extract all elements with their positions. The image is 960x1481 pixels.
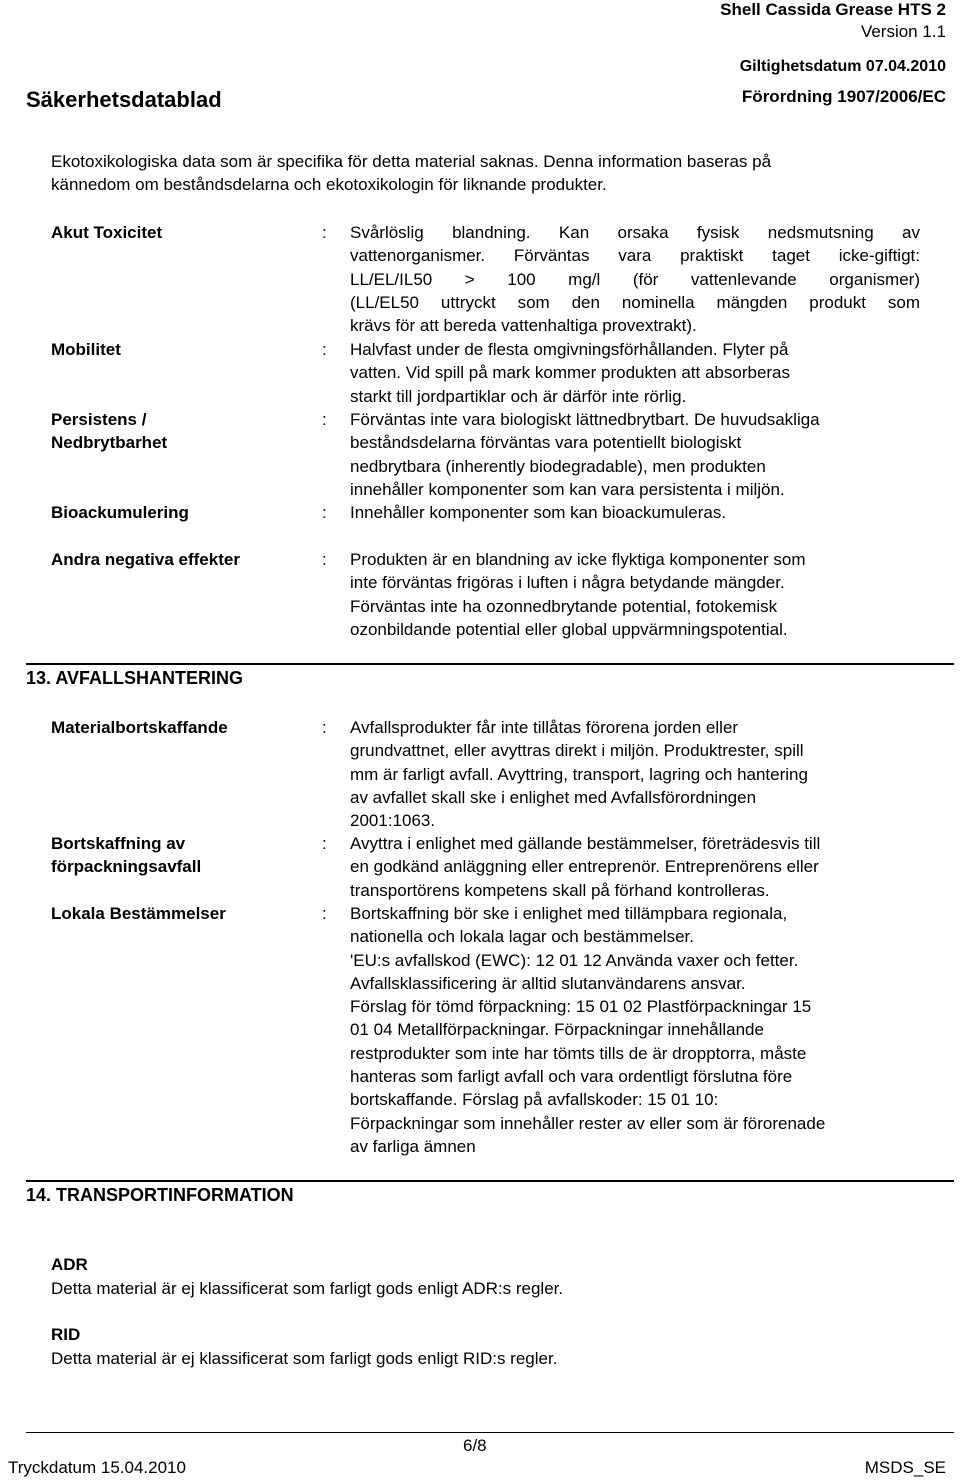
row-value bbox=[350, 501, 920, 524]
row-label: Mobilitet bbox=[51, 340, 121, 359]
row-colon: : bbox=[322, 834, 327, 853]
value-line: Avfallsprodukter får inte tillåtas förorena jorden eller bbox=[350, 718, 739, 737]
section-divider bbox=[26, 663, 954, 665]
row-colon: : bbox=[322, 410, 327, 429]
value-line: ozonbildande potential eller global uppvärmningspotential. bbox=[350, 619, 788, 639]
value-line: Avfallsklassificering är alltid slutanvändarens ansvar. bbox=[350, 973, 746, 993]
value-line: Förväntas inte ha ozonnedbrytande potential, fotokemisk bbox=[350, 596, 778, 616]
row-label: Bioackumulering bbox=[51, 503, 189, 522]
value-line: Förslag för tömd förpackning: 15 01 02 Plastförpackningar 15 bbox=[350, 997, 812, 1017]
value-line: vattenorganismer. Förväntas vara praktiskt taget icke-giftigt: bbox=[350, 246, 920, 266]
value-line: 01 04 Metallförpackningar. Förpackningar innehållande bbox=[350, 1020, 764, 1040]
regulation-reference: Förordning 1907/2006/EC bbox=[741, 87, 946, 106]
row-colon: : bbox=[322, 904, 327, 923]
row-value bbox=[350, 221, 920, 337]
section-13-title: 13. AVFALLSHANTERING bbox=[26, 668, 244, 688]
value-line: av avfallet skall ske i enlighet med Avfallsförordningen bbox=[350, 787, 757, 807]
print-date: Tryckdatum 15.04.2010 bbox=[8, 1458, 186, 1477]
rid-text: Detta material är ej klassificerat som farligt gods enligt RID:s regler. bbox=[51, 1349, 558, 1368]
document-title: Säkerhetsdatablad bbox=[26, 87, 222, 112]
document-version: Version 1.1 bbox=[860, 22, 946, 41]
adr-text: Detta material är ej klassificerat som farligt gods enligt ADR:s regler. bbox=[51, 1279, 564, 1298]
value-line: Svårlöslig blandning. Kan orsaka fysisk nedsmutsning av bbox=[350, 223, 920, 242]
footer-divider bbox=[26, 1432, 954, 1433]
page-number: 6/8 bbox=[463, 1436, 487, 1455]
value-line: inte förväntas frigöras i luften i några betydande mängder. bbox=[350, 573, 785, 593]
adr-title: ADR bbox=[51, 1255, 88, 1274]
validity-date: Giltighetsdatum 07.04.2010 bbox=[739, 58, 946, 75]
value-line: 2001:1063. bbox=[350, 811, 436, 831]
row-colon: : bbox=[322, 223, 327, 242]
value-line: Avyttra i enlighet med gällande bestämmelser, företrädesvis till bbox=[350, 834, 821, 853]
value-line: Förväntas inte vara biologiskt lättnedbrytbart. De huvudsakliga bbox=[350, 410, 820, 429]
value-line: Förpackningar som innehåller rester av eller som är förorenade bbox=[350, 1113, 826, 1133]
rid-title: RID bbox=[51, 1325, 81, 1344]
row-colon: : bbox=[322, 503, 327, 522]
value-line: Halvfast under de flesta omgivningsförhållanden. Flyter på bbox=[350, 340, 789, 359]
value-line: beståndsdelarna förväntas vara potentiellt biologiskt bbox=[350, 433, 742, 453]
row-label: Lokala Bestämmelser bbox=[51, 904, 226, 923]
value-line: en godkänd anläggning eller entreprenör. Entreprenörens eller bbox=[350, 857, 819, 877]
value-line: Bortskaffning bör ske i enlighet med tillämpbara regionala, bbox=[350, 904, 788, 923]
value-line: hanteras som farligt avfall och vara ordentligt förslutna före bbox=[350, 1067, 793, 1087]
value-line: transportörens kompetens skall på förhand kontrolleras. bbox=[350, 880, 770, 900]
value-line: LL/EL/IL50 > 100 mg/l (för vattenlevande organismer) bbox=[350, 269, 920, 289]
value-line: bortskaffande. Förslag på avfallskoder: 15 01 10: bbox=[350, 1090, 719, 1110]
value-line: Produkten är en blandning av icke flyktiga komponenter som bbox=[350, 550, 806, 569]
value-line: nedbrytbara (inherently biodegradable), men produkten bbox=[350, 456, 766, 476]
row-label: Akut Toxicitet bbox=[51, 223, 163, 242]
value-line: starkt till jordpartiklar och är därför inte rörlig. bbox=[350, 386, 687, 406]
intro-line: Ekotoxikologiska data som är specifika för detta material saknas. Denna information baseras på bbox=[51, 152, 772, 171]
value-line: innehåller komponenter som kan vara persistenta i miljön. bbox=[350, 479, 785, 499]
row-value bbox=[350, 832, 920, 902]
row-value bbox=[350, 548, 920, 641]
value-line: restprodukter som inte har tömts tills de är dropptorra, måste bbox=[350, 1043, 807, 1063]
document-code: MSDS_SE bbox=[864, 1458, 946, 1477]
intro-line: kännedom om beståndsdelarna och ekotoxikologin för liknande produkter. bbox=[51, 175, 607, 195]
product-name: Shell Cassida Grease HTS 2 bbox=[720, 0, 946, 19]
row-value bbox=[350, 902, 920, 1158]
value-line: (LL/EL50 uttryckt som den nominella mängden produkt som bbox=[350, 292, 920, 312]
section-14-title: 14. TRANSPORTINFORMATION bbox=[26, 1185, 294, 1205]
value-line: nationella och lokala lagar och bestämmelser. bbox=[350, 927, 694, 947]
row-label: Bortskaffning av förpackningsavfall bbox=[51, 834, 202, 877]
value-line: Innehåller komponenter som kan bioackumuleras. bbox=[350, 503, 727, 522]
value-line: vatten. Vid spill på mark kommer produkten att absorberas bbox=[350, 363, 791, 383]
row-label: Materialbortskaffande bbox=[51, 718, 228, 737]
row-label: Andra negativa effekter bbox=[51, 550, 240, 569]
value-line: mm är farligt avfall. Avyttring, transport, lagring och hantering bbox=[350, 764, 808, 784]
value-line: grundvattnet, eller avyttras direkt i miljön. Produktrester, spill bbox=[350, 741, 804, 761]
row-colon: : bbox=[322, 550, 327, 569]
row-value bbox=[350, 716, 920, 832]
value-line: av farliga ämnen bbox=[350, 1136, 476, 1156]
row-value bbox=[350, 338, 920, 408]
row-label: Persistens / Nedbrytbarhet bbox=[51, 410, 168, 453]
row-value bbox=[350, 408, 920, 501]
section-divider bbox=[26, 1180, 954, 1182]
eco-intro-paragraph bbox=[51, 150, 931, 197]
row-colon: : bbox=[322, 340, 327, 359]
row-colon: : bbox=[322, 718, 327, 737]
value-line: krävs för att bereda vattenhaltiga provextrakt). bbox=[350, 316, 697, 336]
value-line: 'EU:s avfallskod (EWC): 12 01 12 Använda vaxer och fetter. bbox=[350, 950, 799, 970]
